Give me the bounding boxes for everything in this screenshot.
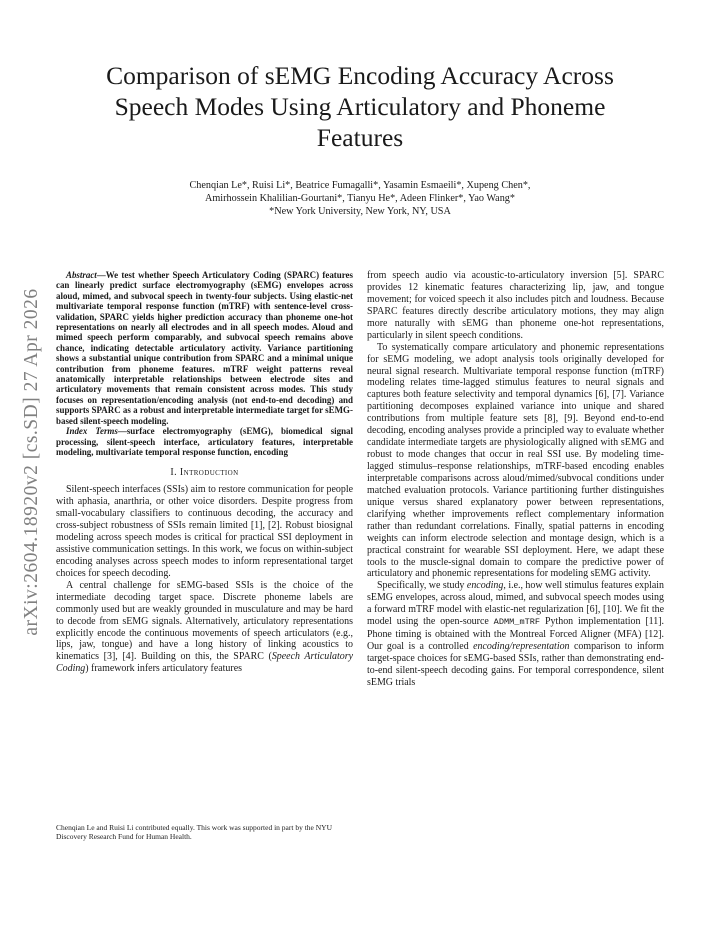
index-terms xyxy=(56,426,353,457)
arxiv-id-text: arXiv:2604.18920v2 [cs.SD] 27 Apr 2026 xyxy=(21,288,42,636)
right-column xyxy=(367,270,664,689)
author-line-2: Amirhossein Khalilian-Gourtani*, Tianyu He*, Adeen Flinker*, Yao Wang* xyxy=(205,193,515,205)
code-name: ADMM_mTRF xyxy=(493,617,541,628)
abstract-label: Abstract xyxy=(66,270,97,280)
intro-paragraph-2: A central challenge for sEMG-based SSIs is the choice of the intermediate decoding target space. Discrete phoneme labels are commonly used but are weakly grounded in musculature and may be hard to decode from sEMG signals. Alternatively, articulatory representations explicitly encode the continuous movements of speech articulators (e.g., lips, jaw, tongue) and have a long history of linking acoustics to kinematics [3], [4]. Building on this, the SPARC (Speech Articulatory Coding) framework infers articulatory features xyxy=(56,579,353,675)
section-heading-introduction: I. Introduction xyxy=(170,467,239,479)
right-paragraph-2: To systematically compare articulatory and phonemic representations for sEMG modeling, we adopt analysis tools originally developed for neural signal research. Multivariate temporal response function (mTRF) modeling relates time-lagged stimulus features to neural signals and captures both feature selectivity and temporal dynamics [6], [7]. Variance partitioning decomposes explained variance into unique and shared contributions from multiple feature sets [8], [9]. Beyond end-to-end decoding, encoding analyses provide a principled way to evaluate whether candidate intermediate targets are physiologically aligned with sEMG and robust to mode changes that occur in real SSI use. By modeling time-lagged stimulus–response relationships, mTRF-based encoding enables interpretable comparisons across aloud/mimed/subvocal conditions under matched evaluation protocols. Variance partitioning further distinguishes unique versus shared explanatory power between representations, clarifying whether improvements reflect complementary information rather than redundant correlations. Finally, spatial patterns in encoding weights can inform electrode selection and montage design, which is a practical constraint for wearable SSI deployment. Here, we adapt these tools to the muscle-signal domain to compare the predictive power of articulatory and phonemic representations for modeling sEMG activity. xyxy=(367,341,664,580)
footnote: Chenqian Le and Ruisi Li contributed equally. This work was supported in part by the NYU Discovery Research Fund for Human Health. xyxy=(56,823,332,841)
affiliation: *New York University, New York, NY, USA xyxy=(269,206,451,218)
index-terms-label: Index Terms xyxy=(66,426,118,437)
left-column xyxy=(56,270,353,675)
abstract-text: —We test whether Speech Articulatory Coding (SPARC) features can linearly predict surface electromyography (sEMG) envelopes across aloud, mimed, and subvocal speech in twenty-four subjects. Using elastic-net multivariate temporal response function (mTRF) with sentence-level cross-validation, SPARC yields higher prediction accuracy than phoneme one-hot representations on nearly all electrodes and in all speech modes. Aloud and mimed speech perform comparably, and subvocal speech remains above chance, indicating detectable articulatory activity. Variance partitioning shows a substantial unique contribution from SPARC and a minimal unique contribution from phoneme features. mTRF weight patterns reveal anatomically interpretable relationships between electrode sites and articulatory movements that remain consistent across modes. This study focuses on representation/encoding analysis (not end-to-end decoding) and supports SPARC as a robust and interpretable intermediate target for sEMG-based silent-speech modeling. xyxy=(56,270,353,426)
right-paragraph-3: Specifically, we study encoding, i.e., how well stimulus features explain sEMG envelopes, across aloud, mimed, and subvocal speech modes using a forward mTRF model with elastic-net regularization [6], [10]. We fit the model using the open-source ADMM_mTRF Python implementation [11]. Phone timing is obtained with the Montreal Forced Aligner (MFA) [12]. Our goal is a controlled encoding/representation comparison to inform target-space choices for sEMG-based SSIs, rather than demonstrating end-to-end silent-speech decoding gains. For temporal correspondence, silent sEMG trials xyxy=(367,580,665,688)
intro-paragraph-1: Silent-speech interfaces (SSIs) aim to restore communication for people with aphasia, anarthria, or other voice disorders. Despite progress from small-vocabulary classifiers to continuous decoding, the accuracy and cross-subject robustness of SSIs remain limited [1], [2]. Robust biosignal modeling across speech modes is critical for practical SSI deployment in assistive communication settings. In this work, we focus on within-subject encoding analyses across speech modes to inform representational target choices for speech decoding. xyxy=(56,484,353,579)
right-paragraph-1: from speech audio via acoustic-to-articulatory inversion [5]. SPARC provides 12 kinematic features characterizing lip, jaw, and tongue movement; for voiced speech it also includes pitch and loudness. Because SPARC features directly describe articulatory motions, they may align more naturally with sEMG than phoneme one-hot representations, particularly in silent speech conditions. xyxy=(367,270,664,341)
author-line-1: Chenqian Le*, Ruisi Li*, Beatrice Fumagalli*, Yasamin Esmaeili*, Xupeng Chen*, xyxy=(189,180,531,191)
abstract xyxy=(56,270,353,426)
index-terms-text: —surface electromyography (sEMG), biomedical signal processing, silent-speech interface, articulatory features, interpretable modeling, multivariate temporal response function, encoding xyxy=(56,426,353,457)
arxiv-side-identifier xyxy=(0,262,64,662)
author-block xyxy=(70,179,650,219)
paper-title: Comparison of sEMG Encoding Accuracy Across Speech Modes Using Articulatory and Phoneme Features xyxy=(106,61,614,152)
